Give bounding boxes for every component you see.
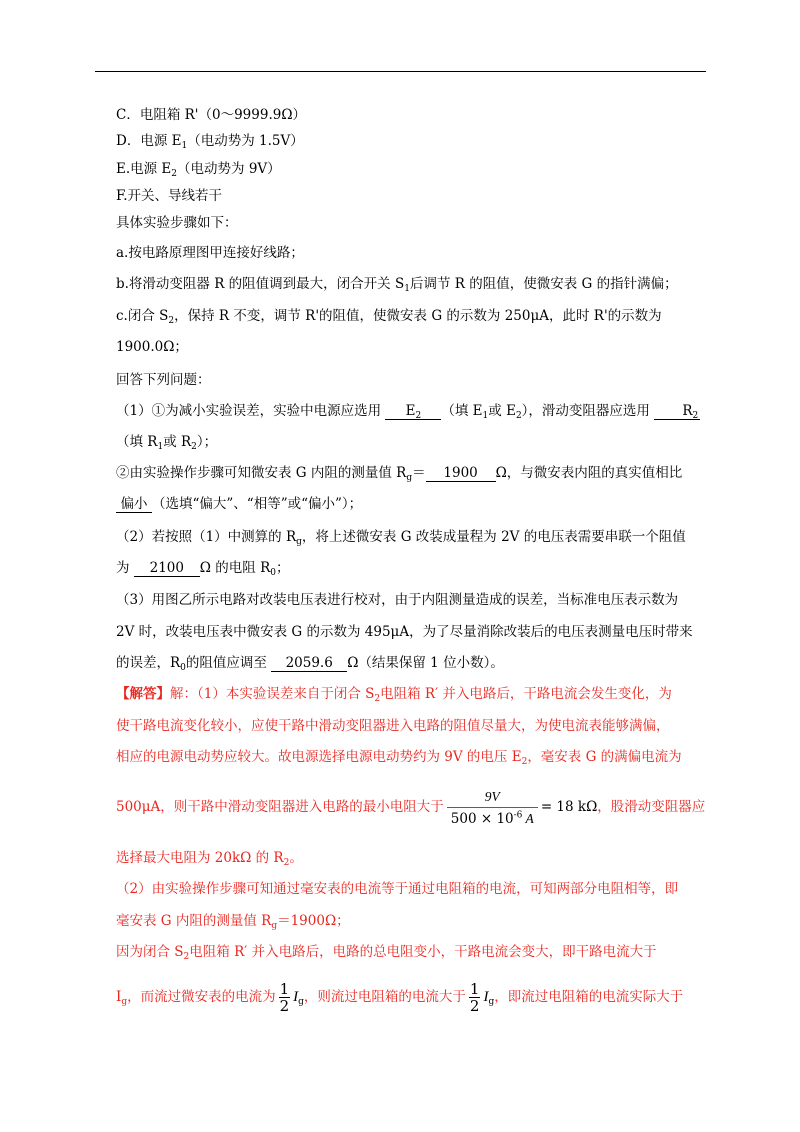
- answer-blank-r0: 2059.6: [271, 656, 347, 672]
- question-1a: （1）①为减小实验误差，实验中电源应选用 $E_2$ （填 $E_1$或 $E_2$），滑动变阻器应选用 $R_2$: [116, 403, 699, 421]
- solution-line-2: 使干路电流变化较小，应使干路中滑动变阻器进入电路的阻值尽量大，为使电流表能够满偏，: [116, 718, 670, 734]
- solution-line-6: （2）由实验操作步骤可知通过毫安表的电流等于通过电阻箱的电流，可知两部分电阻相等，即: [116, 881, 679, 897]
- question-1b-cont: 偏小 （选填“偏大”、“相等”或“偏小”）；: [116, 495, 362, 513]
- solution-tag: 【解答】: [116, 686, 170, 702]
- solution-line-5: 选择最大电阻为 20kΩ 的 $R_2$。: [116, 850, 303, 868]
- option-f: F.开关、导线若干: [116, 188, 223, 204]
- option-e: E.电源 $E_2$（电动势为 9V）: [116, 161, 281, 179]
- step-b: b.将滑动变阻器 R 的阻值调到最大，闭合开关 $S_1$后调节 R 的阻值，使微安表 G 的指针满偏；: [116, 276, 678, 294]
- question-2: （2）若按照（1）中测算的 $R_g$，将上述微安表 G 改装成量程为 2V 的电压表需要串联一个阻值: [116, 529, 686, 547]
- question-2-cont: 为 2100 Ω 的电阻 $R_0$；: [116, 560, 290, 578]
- header-rule: [95, 71, 706, 72]
- solution-line-1: 【解答】解：（1）本实验误差来自于闭合 $S_2$电阻箱 R′ 并入电路后，干路电流会发生变化，为: [116, 686, 672, 704]
- answer-blank-power: $E_2$: [385, 404, 441, 420]
- solution-line-4: 500μA，则干路中滑动变阻器进入电路的最小电阻大于 $\frac{9V}{500 \times 10^{-6} A}$ = 18 kΩ，股滑动变阻器应: [116, 788, 706, 827]
- option-c: C．电阻箱 R'（0～9999.9Ω）: [116, 107, 307, 123]
- question-3-l3: 的误差，$R_0$的阻值应调至 2059.6 Ω（结果保留 1 位小数）。: [116, 655, 504, 673]
- step-a: a.按电路原理图甲连接好线路；: [116, 245, 304, 261]
- step-c: c.闭合 $S_2$，保持 R 不变，调节 R'的阻值，使微安表 G 的示数为 250μA，此时 R'的示数为: [116, 308, 662, 326]
- answer-blank-rheostat: $R_2$: [654, 404, 700, 420]
- question-1b: ②由实验操作步骤可知微安表 G 内阻的测量值 $R_g= 1900$ Ω，与微安表内阻的真实值相比: [116, 465, 683, 483]
- fraction-min-resistance: $\frac{9V}{500 \times 10^{-6} A}$: [447, 788, 538, 828]
- question-1a-cont: （填 $R_1$或 $R_2$）；: [116, 434, 218, 452]
- step-c-cont: 1900.0Ω；: [116, 339, 188, 355]
- fraction-half: $\frac{1}{2}$: [279, 980, 290, 1015]
- questions-intro: 回答下列问题：: [116, 372, 211, 388]
- solution-line-9: $I_g$，而流过微安表的电流为 $\frac{1}{2}$ $I_g$，则流过电阻箱的电流大于 $\frac{1}{2}$ $I_g$，即流过电阻箱的电流实际大于: [116, 980, 684, 1015]
- question-3-l2: 2V 时，改装电压表中微安表 G 的示数为 495μA，为了尽量消除改装后的电压表测量电压时带来: [116, 624, 693, 640]
- fraction-half-2: $\frac{1}{2}$: [469, 980, 480, 1015]
- solution-line-7: 毫安表 G 内阻的测量值 $R_g=1900\Omega$；: [116, 913, 350, 931]
- solution-line-8: 因为闭合 $S_2$电阻箱 R′ 并入电路后，电路的总电阻变小，干路电流会变大，即干路电流大于: [116, 944, 657, 962]
- option-d: D．电源 $E_1$（电动势为 1.5V）: [116, 133, 304, 151]
- answer-blank-comparison: 偏小: [116, 497, 152, 513]
- answer-blank-resistance: 1900: [426, 466, 496, 482]
- answer-blank-series-resistor: 2100: [134, 561, 200, 577]
- steps-intro: 具体实验步骤如下：: [116, 215, 238, 231]
- question-3: （3）用图乙所示电路对改装电压表进行校对，由于内阻测量造成的误差，当标准电压表示数为: [116, 592, 679, 608]
- solution-line-3: 相应的电源电动势应较大。故电源选择电源电动势约为 9V 的电压 $E_2$，毫安表 G 的满偏电流为: [116, 749, 682, 767]
